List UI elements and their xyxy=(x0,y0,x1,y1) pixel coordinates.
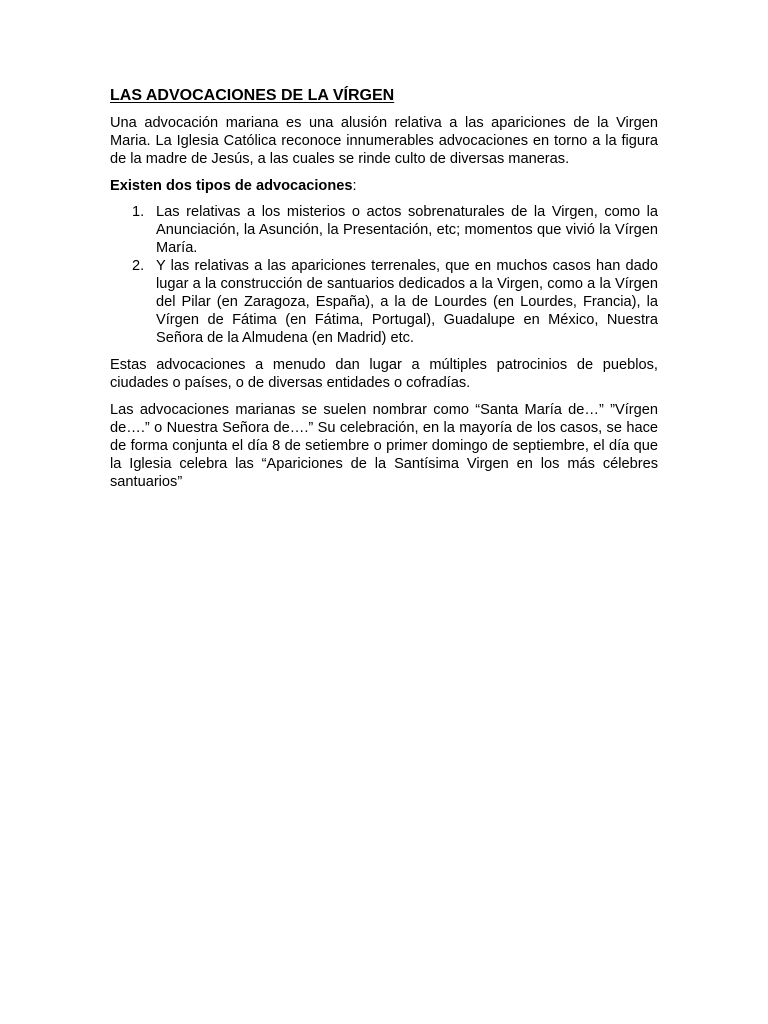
types-heading-line xyxy=(110,177,658,195)
list-item xyxy=(110,257,658,347)
list-item-number: 1. xyxy=(132,204,145,220)
list-item-number: 2. xyxy=(132,258,145,274)
document-title: LAS ADVOCACIONES DE LA VÍRGEN xyxy=(110,87,395,104)
document-page xyxy=(110,86,658,500)
advocation-types-list xyxy=(110,203,658,347)
types-heading: Existen dos tipos de advocaciones xyxy=(110,178,353,194)
list-item-text: Y las relativas a las apariciones terrenales, que en muchos casos han dado lugar a la construcción de santuarios dedicados a la Virgen, como a la Vírgen del Pilar (en Zaragoza, España), a la de Lourdes (en Lourdes, Francia), la Vírgen de Fátima (en Fátima, Portugal), Guadalupe en México, Nuestra Señora de la Almudena (en Madrid) etc. xyxy=(156,258,658,346)
naming-paragraph: Las advocaciones marianas se suelen nombrar como “Santa María de…” ”Vírgen de….” o Nuestra Señora de….” Su celebración, en la mayoría de los casos, se hace de forma conjunta el día 8 de setiembre o primer domingo de septiembre, el día que la Iglesia celebra las “Apariciones de la Santísima Virgen en los más célebres santuarios” xyxy=(110,402,658,490)
patronage-paragraph: Estas advocaciones a menudo dan lugar a múltiples patrocinios de pueblos, ciudades o países, o de diversas entidades o cofradías. xyxy=(110,357,658,391)
intro-paragraph: Una advocación mariana es una alusión relativa a las apariciones de la Virgen Maria. La Iglesia Católica reconoce innumerables advocaciones en torno a la figura de la madre de Jesús, a las cuales se rinde culto de diversas maneras. xyxy=(110,115,658,167)
types-heading-colon: : xyxy=(352,178,357,194)
list-item-text: Las relativas a los misterios o actos sobrenaturales de la Virgen, como la Anunciación, la Asunción, la Presentación, etc; momentos que vivió la Vírgen María. xyxy=(156,204,658,256)
list-item xyxy=(110,203,658,257)
